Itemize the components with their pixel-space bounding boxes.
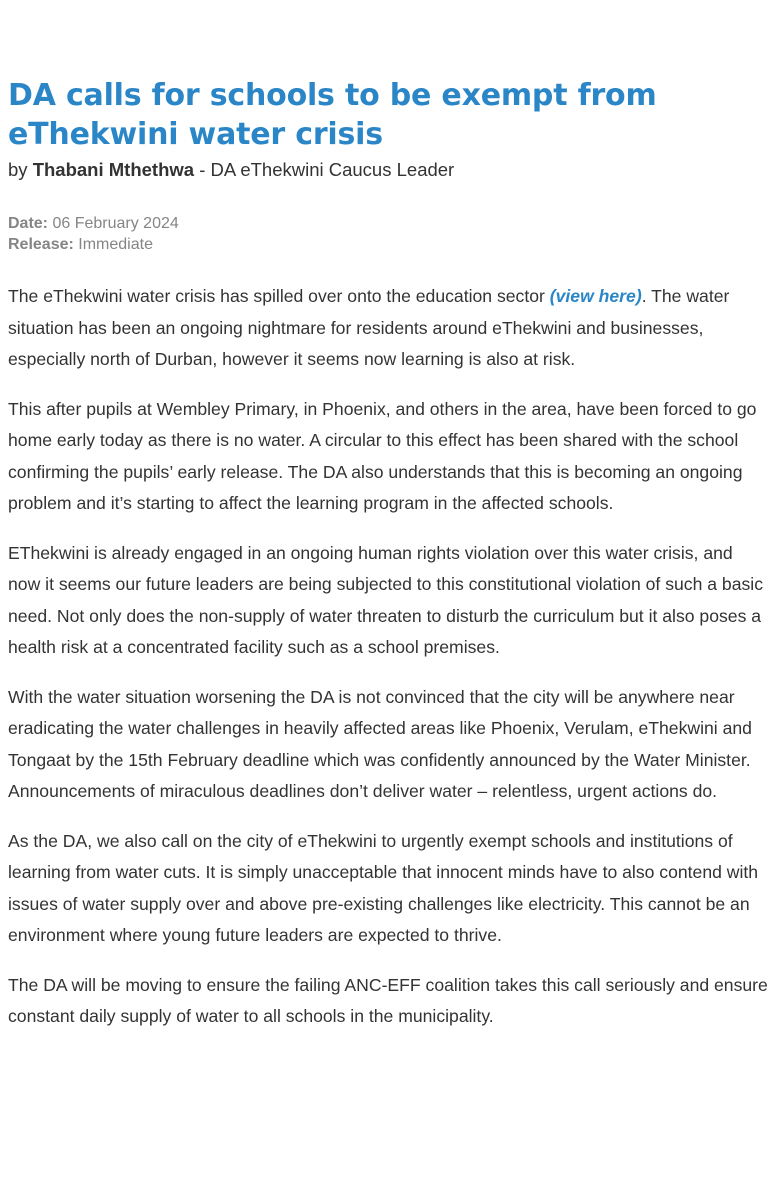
date-value: 06 February 2024: [52, 215, 179, 232]
release-meta: [8, 213, 768, 255]
release-line: [8, 234, 768, 255]
paragraph-1: [8, 281, 768, 376]
release-label: Release:: [8, 236, 74, 253]
byline: [8, 157, 768, 183]
author-role: - DA eThekwini Caucus Leader: [194, 159, 455, 180]
article-title: DA calls for schools to be exempt from eThekwini water crisis: [8, 78, 657, 152]
view-here-link[interactable]: (view here): [549, 286, 642, 306]
paragraph-4: With the water situation worsening the DA is not convinced that the city will be anywhere near eradicating the water challenges in heavily affected areas like Phoenix, Verulam, eThekwini and Tongaat by the 15th February deadline which was confidently announced by the Water Minister. Announcements of miraculous deadlines don’t deliver water – relentless, urgent actions do.: [8, 686, 752, 801]
byline-prefix: by: [8, 159, 33, 180]
paragraph-1-text-start: The eThekwini water crisis has spilled over onto the education sector: [8, 286, 550, 306]
paragraph-6: The DA will be moving to ensure the failing ANC-EFF coalition takes this call seriously and ensure constant daily supply of water to all schools in the municipality.: [8, 974, 768, 1026]
press-release-article: [8, 76, 768, 1051]
article-body: [8, 281, 768, 1033]
paragraph-2: This after pupils at Wembley Primary, in Phoenix, and others in the area, have been forced to go home early today as there is no water. A circular to this effect has been shared with the school confirming the pupils’ early release. The DA also understands that this is becoming an ongoing problem and it’s starting to affect the learning program in the affected schools.: [8, 398, 757, 513]
paragraph-3: EThekwini is already engaged in an ongoing human rights violation over this water crisis, and now it seems our future leaders are being subjected to this constitutional violation of such a basic need. Not only does the non-supply of water threaten to disturb the curriculum but it also poses a health risk at a concentrated facility such as a school premises.: [8, 542, 764, 657]
release-value: Immediate: [78, 236, 153, 253]
date-label: Date:: [8, 215, 49, 232]
date-line: [8, 213, 768, 234]
paragraph-5: As the DA, we also call on the city of eThekwini to urgently exempt schools and institutions of learning from water cuts. It is simply unacceptable that innocent minds have to also contend with issues of water supply over and above pre-existing challenges like electricity. This cannot be an environment where young future leaders are expected to thrive.: [8, 830, 759, 945]
paragraph-1-text-end: . The water situation has been an ongoing nightmare for residents around eThekwini and businesses, especially north of Durban, however it seems now learning is also at risk.: [8, 286, 730, 369]
author-name: Thabani Mthethwa: [32, 159, 195, 180]
